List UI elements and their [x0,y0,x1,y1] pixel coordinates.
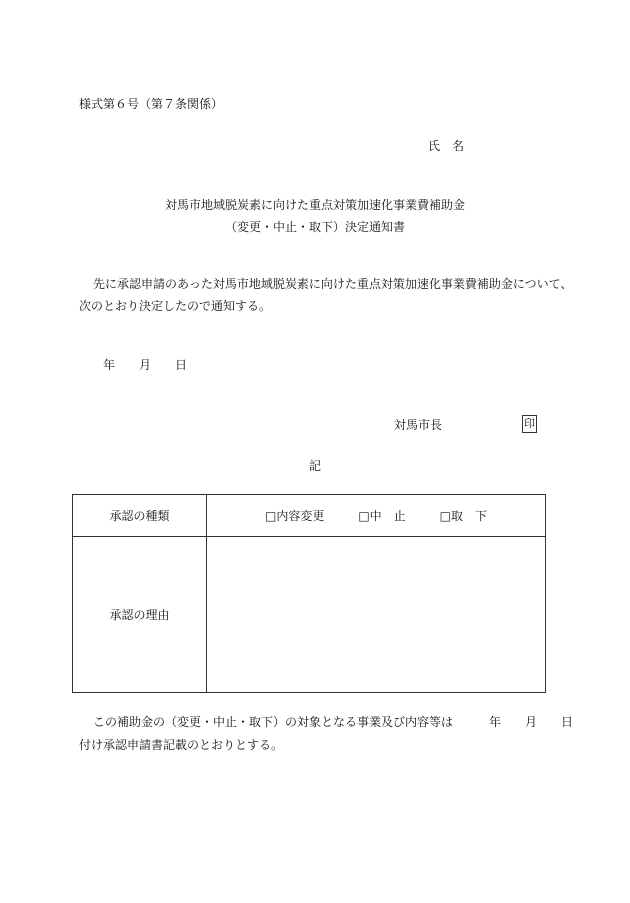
approval-type-label: 承認の種類 [73,495,207,537]
form-number: 様式第６号（第７条関係） [79,97,224,111]
approval-type-options [207,495,546,537]
issue-date: 年 月 日 [103,358,188,372]
footer-text-line1: この補助金の（変更・中止・取下）の対象となる事業及び内容等は 年 月 日 [93,715,574,729]
approval-type-row [73,495,546,537]
document-title-line1: 対馬市地域脱炭素に向けた重点対策加速化事業費補助金 [164,198,465,212]
body-text-line2: 次のとおり決定したので通知する。 [79,299,272,313]
approval-reason-label: 承認の理由 [73,537,207,693]
issuer-title: 対馬市長 [394,418,443,432]
recipient-name-label: 氏 名 [428,139,465,153]
approval-reason-row [73,537,546,693]
option-content-change[interactable]: □内容変更 [264,509,325,523]
option-suspension[interactable]: □中 止 [358,509,406,523]
seal-mark: 印 [522,415,537,433]
document-title-line2: （変更・中止・取下）決定通知書 [224,220,405,234]
option-withdrawal[interactable]: □取 下 [439,509,488,523]
ki-heading: 記 [308,459,321,473]
footer-text-line2: 付け承認申請書記載のとおりとする。 [79,738,284,752]
body-text-line1: 先に承認申請のあった対馬市地域脱炭素に向けた重点対策加速化事業費補助金について、 [93,277,573,291]
approval-reason-value[interactable] [207,537,546,693]
approval-table [72,494,546,693]
